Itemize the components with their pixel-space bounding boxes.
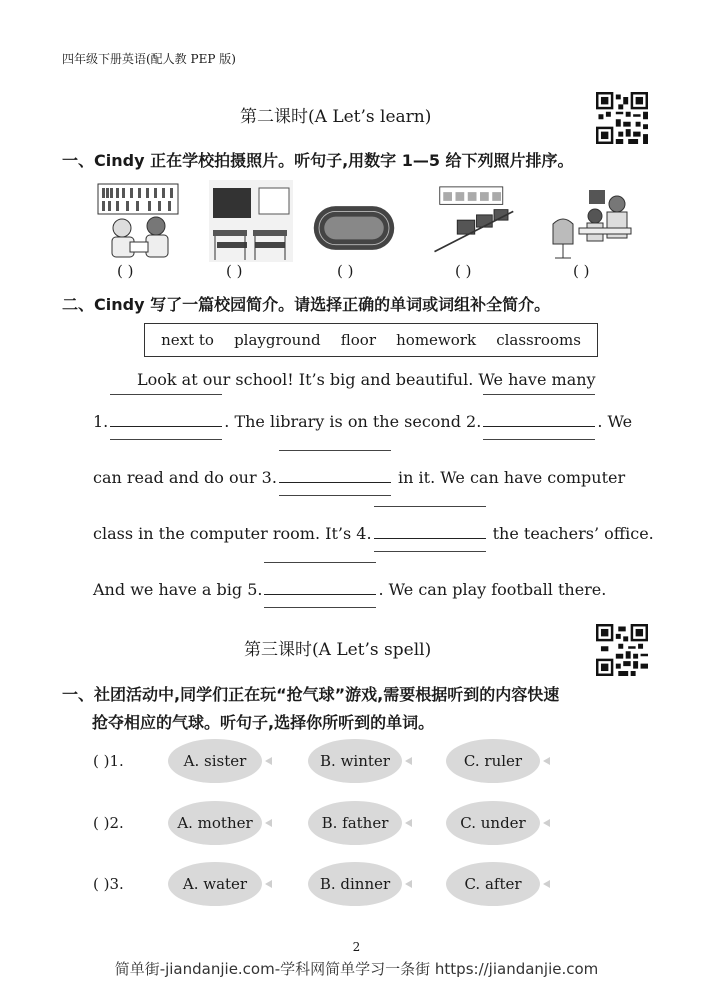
lesson-2-question-2-title: 二、Cindy 写了一篇校园简介。请选择正确的单词或词组补全简介。 xyxy=(62,295,551,314)
balloon-option-2b[interactable]: B. father xyxy=(308,801,402,845)
passage-text: . We xyxy=(597,412,633,431)
lesson-3-title: 第三课时(A Let’s spell) xyxy=(244,640,432,660)
computer-room-photo xyxy=(431,180,515,262)
passage-text: the teachers’ office. xyxy=(487,524,654,543)
passage-line-1 xyxy=(93,412,632,432)
passage-line-3 xyxy=(93,524,654,544)
lesson-3-question-1-title-line-1: 一、社团活动中,同学们正在玩“抢气球”游戏,需要根据听到的内容快速 xyxy=(62,685,560,704)
playground-photo xyxy=(312,180,396,262)
answer-paren-5[interactable]: ( ) xyxy=(573,262,590,280)
answer-paren-2[interactable]: ( ) xyxy=(226,262,243,280)
balloon-option-3b[interactable]: B. dinner xyxy=(308,862,402,906)
word-option: floor xyxy=(340,331,376,349)
passage-text: . The library is on the second 2. xyxy=(224,412,482,431)
word-bank xyxy=(144,323,598,357)
balloon-option-2a[interactable]: A. mother xyxy=(168,801,262,845)
blank-3[interactable] xyxy=(279,468,391,483)
word-option: next to xyxy=(161,331,214,349)
footer-watermark: 简单街-jiandanjie.com-学科网简单学习一条街 https://jiandanjie.com xyxy=(114,960,599,978)
balloon-option-1b[interactable]: B. winter xyxy=(308,739,402,783)
lesson-2-question-1-title: 一、Cindy 正在学校拍摄照片。听句子,用数字 1—5 给下列照片排序。 xyxy=(62,151,574,170)
passage-text: can read and do our 3. xyxy=(93,468,277,487)
blank-5[interactable] xyxy=(264,580,376,595)
page-number: 2 xyxy=(352,940,361,954)
balloon-option-3c[interactable]: C. after xyxy=(446,862,540,906)
passage-text: And we have a big 5. xyxy=(93,580,263,599)
book-header: 四年级下册英语(配人教 PEP 版) xyxy=(62,52,236,66)
blank-1[interactable] xyxy=(110,412,222,427)
passage-text: . We can play football there. xyxy=(378,580,607,599)
balloon-option-2c[interactable]: C. under xyxy=(446,801,540,845)
blank-4[interactable] xyxy=(374,524,486,539)
passage-line-2 xyxy=(93,468,625,488)
item-1-label[interactable]: ( )1. xyxy=(93,752,124,770)
item-2-label[interactable]: ( )2. xyxy=(93,814,124,832)
passage-text: in it. We can have computer xyxy=(392,468,626,487)
qr-code-icon[interactable] xyxy=(596,92,648,144)
word-option: classrooms xyxy=(496,331,581,349)
word-option: homework xyxy=(396,331,477,349)
qr-code-icon[interactable] xyxy=(596,624,648,676)
answer-paren-3[interactable]: ( ) xyxy=(337,262,354,280)
passage-text: class in the computer room. It’s 4. xyxy=(93,524,372,543)
teachers-office-photo xyxy=(549,180,633,262)
passage-line-4 xyxy=(93,580,606,600)
classroom-photo xyxy=(209,180,293,262)
item-3-label[interactable]: ( )3. xyxy=(93,875,124,893)
library-photo xyxy=(96,180,180,262)
answer-paren-1[interactable]: ( ) xyxy=(117,262,134,280)
passage-text: 1. xyxy=(93,412,109,431)
lesson-2-title: 第二课时(A Let’s learn) xyxy=(240,107,432,127)
balloon-option-1a[interactable]: A. sister xyxy=(168,739,262,783)
passage-line-0: Look at our school! It’s big and beautiful. We have many xyxy=(137,370,596,389)
lesson-3-question-1-title-line-2: 抢夺相应的气球。听句子,选择你所听到的单词。 xyxy=(92,713,435,732)
balloon-option-3a[interactable]: A. water xyxy=(168,862,262,906)
blank-2[interactable] xyxy=(483,412,595,427)
answer-paren-4[interactable]: ( ) xyxy=(455,262,472,280)
balloon-option-1c[interactable]: C. ruler xyxy=(446,739,540,783)
word-option: playground xyxy=(234,331,321,349)
